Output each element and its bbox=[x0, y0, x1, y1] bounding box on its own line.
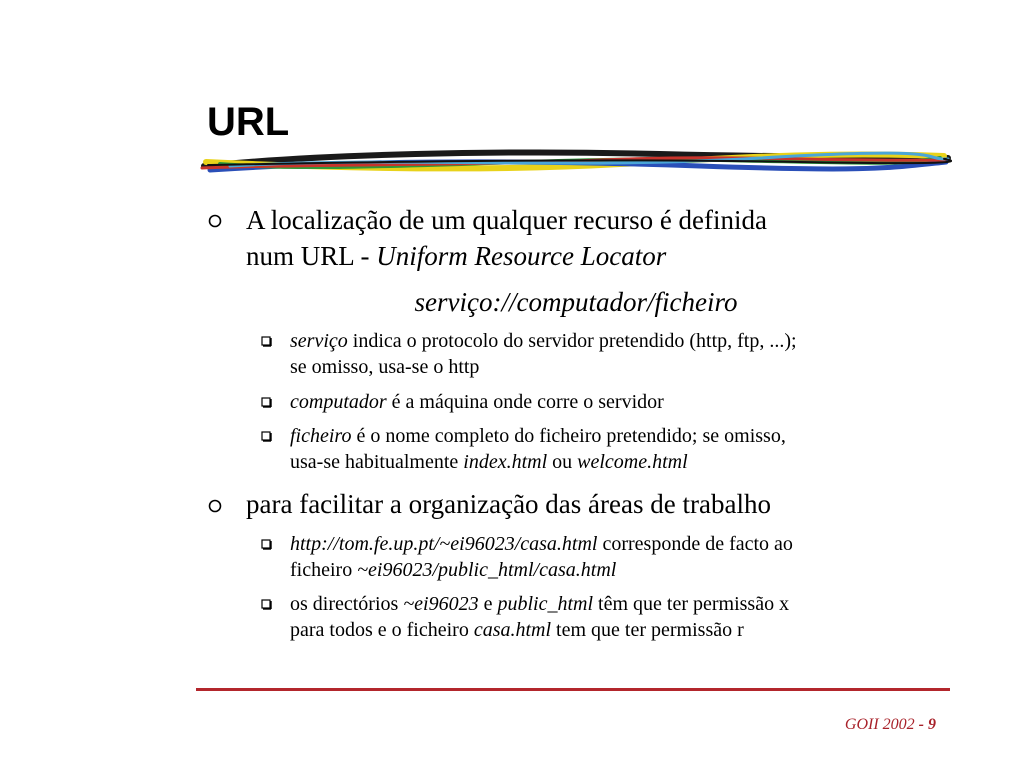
square-bullet-icon bbox=[261, 336, 272, 347]
square-bullet-icon bbox=[261, 431, 272, 442]
servico-desc: indica o protocolo do servidor pretendido (http, ftp, ...); bbox=[347, 330, 797, 352]
bullet-1-line-1: A localização de um qualquer recurso é definida bbox=[246, 205, 768, 235]
sub-item-servico-line-2: se omisso, usa-se o http bbox=[290, 356, 480, 378]
square-bullet-icon bbox=[261, 397, 272, 408]
permissions-text-4: tem que ter permissão r bbox=[551, 619, 744, 641]
decorative-brush-stroke bbox=[200, 146, 952, 182]
file-index-html: index.html bbox=[463, 451, 548, 473]
circle-bullet-icon bbox=[208, 499, 222, 513]
bullet-1-term: Uniform Resource Locator bbox=[376, 241, 667, 271]
permissions-text-3: para todos e o ficheiro bbox=[290, 619, 474, 641]
file-welcome-html: welcome.html bbox=[577, 451, 688, 473]
sub-item-permissions-line-2 bbox=[290, 616, 950, 644]
permissions-text-2: têm que ter permissão x bbox=[593, 593, 790, 615]
e-text: e bbox=[478, 593, 498, 615]
permissions-text-1: os directórios bbox=[290, 593, 404, 615]
square-bullet-icon bbox=[261, 539, 272, 550]
dir-ei96023: ~ei96023 bbox=[403, 593, 479, 615]
term-computador: computador bbox=[290, 391, 387, 413]
slide-title: URL bbox=[207, 100, 290, 144]
term-servico: serviço bbox=[290, 330, 348, 352]
bullet-2: para facilitar a organização das áreas de trabalho bbox=[246, 489, 771, 519]
square-bullet-icon bbox=[261, 599, 272, 610]
footer-course: GOII 2002 bbox=[844, 716, 915, 733]
ou-text: ou bbox=[547, 451, 578, 473]
sub-item-computador bbox=[290, 388, 950, 416]
bullet-1-text: num URL - bbox=[246, 241, 377, 271]
page-number: - 9 bbox=[914, 716, 936, 733]
ficheiro-word: ficheiro bbox=[290, 559, 358, 581]
url-example-desc: corresponde de facto ao bbox=[597, 533, 793, 555]
dir-public-html: public_html bbox=[497, 593, 594, 615]
url-formula: serviço://computador/ficheiro bbox=[414, 287, 738, 317]
ficheiro-default-text: usa-se habitualmente bbox=[290, 451, 464, 473]
sub-item-url-example-line-2 bbox=[290, 556, 950, 584]
sub-item-ficheiro-line-2 bbox=[290, 448, 950, 476]
slide-footer bbox=[845, 716, 936, 734]
footer-rule bbox=[196, 688, 950, 691]
example-path: ~ei96023/public_html/casa.html bbox=[357, 559, 617, 581]
term-ficheiro: ficheiro bbox=[290, 425, 352, 447]
sub-item-url-example bbox=[290, 530, 950, 558]
sub-item-ficheiro bbox=[290, 422, 950, 450]
file-casa-html: casa.html bbox=[473, 619, 552, 641]
computador-desc: é a máquina onde corre o servidor bbox=[386, 391, 664, 413]
bullet-1-line-2 bbox=[246, 238, 946, 274]
sub-item-permissions bbox=[290, 590, 950, 618]
ficheiro-desc: é o nome completo do ficheiro pretendido; se omisso, bbox=[351, 425, 786, 447]
circle-bullet-icon bbox=[208, 214, 222, 228]
example-url: http://tom.fe.up.pt/~ei96023/casa.html bbox=[290, 533, 598, 555]
sub-item-servico bbox=[290, 327, 950, 355]
